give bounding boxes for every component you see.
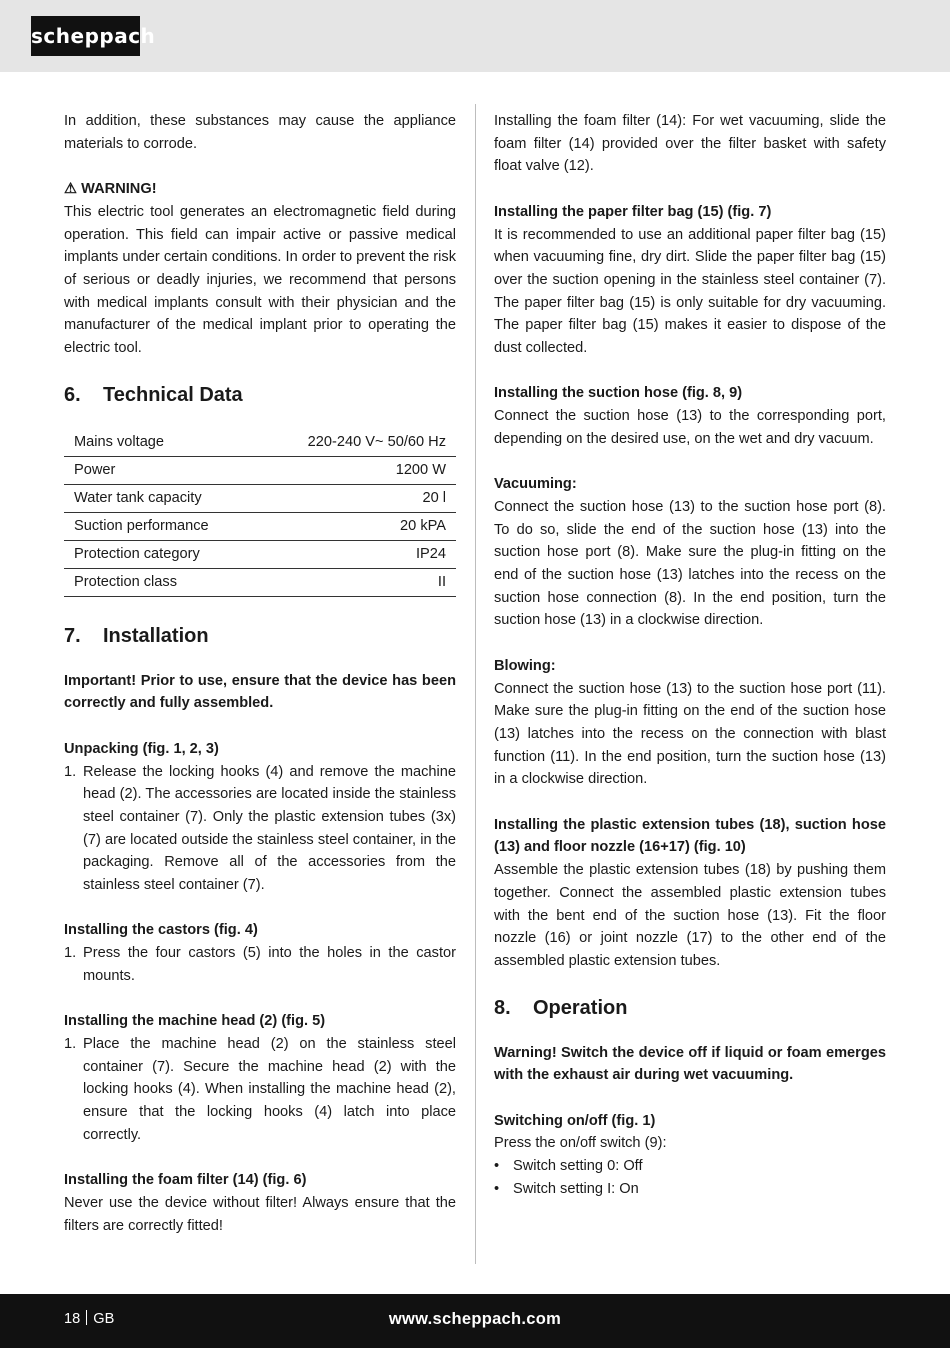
- page-footer: [0, 1294, 950, 1348]
- website-url: www.scheppach.com: [388, 1310, 562, 1328]
- list-item: [64, 1033, 456, 1147]
- subheading-switching: Switching on/off (fig. 1): [494, 1112, 656, 1129]
- foam-filter-paragraph: Never use the device without filter! Always ensure that the filters are correctly fitted!: [64, 1194, 456, 1234]
- list-item: [494, 1155, 886, 1178]
- section-number: 8.: [494, 996, 511, 1019]
- important-notice: Important! Prior to use, ensure that the device has been correctly and fully assembled.: [64, 672, 456, 712]
- page-header: [0, 0, 950, 72]
- subheading-blowing: Blowing:: [494, 657, 556, 674]
- section-title: Operation: [533, 996, 628, 1019]
- subheading-paper-filter: Installing the paper filter bag (15) (fig. 7): [494, 203, 772, 220]
- subheading-foam-filter: Installing the foam filter (14) (fig. 6): [64, 1172, 307, 1189]
- bullet-icon: •: [494, 1180, 500, 1197]
- intro-paragraph: In addition, these substances may cause the appliance materials to corrode.: [64, 113, 456, 152]
- step-text: Release the locking hooks (4) and remove the machine head (2). The accessories are located inside the stainless steel container (7). Only the plastic extension tubes (3x) (7) are located outside the stainless steel container, in the packaging. Remove all of the accessories from the stainless steel container (7).: [83, 763, 456, 894]
- table-row: [64, 540, 456, 568]
- extension-tubes-paragraph: Assemble the plastic extension tubes (18) by pushing them together. Connect the assembled plastic extension tubes with the bent end of the suction hose (13). Fit the floor nozzle (16) or joint nozzle (17) to the other end of the assembled plastic extension tubes.: [494, 862, 886, 969]
- unpacking-steps: [64, 761, 456, 897]
- spec-value: 220-240 V~ 50/60 Hz: [258, 429, 456, 457]
- subheading-extension-tubes: Installing the plastic extension tubes (18), suction hose (13) and floor nozzle (16+17) (fig. 10): [494, 816, 886, 856]
- table-row: [64, 429, 456, 457]
- section-number: 6.: [64, 383, 81, 406]
- warning-heading: [64, 178, 456, 201]
- column-divider: [475, 104, 476, 1264]
- section-title: Installation: [103, 624, 209, 647]
- paper-filter-paragraph: It is recommended to use an additional paper filter bag (15) when vacuuming fine, dry dirt. Slide the paper filter bag (15) over the suction opening in the stainless steel container (7). The paper filter bag (15) is only suitable for dry vacuuming. The paper filter bag (15) makes it easier to dispose of the dust collected.: [494, 226, 886, 357]
- step-text: Press the four castors (5) into the holes in the castor mounts.: [83, 945, 456, 984]
- step-text: Place the machine head (2) on the stainless steel container (7). Secure the machine head (2) with the locking hooks (4). When installing the machine head (2), ensure that the locking hooks (4) latch into place correctly.: [83, 1035, 456, 1143]
- suction-hose-paragraph: Connect the suction hose (13) to the corresponding port, depending on the desired use, on the wet and dry vacuum.: [494, 408, 886, 447]
- table-row: [64, 568, 456, 596]
- subheading-suction-hose: Installing the suction hose (fig. 8, 9): [494, 385, 743, 402]
- spec-value: 20 kPA: [258, 512, 456, 540]
- subheading-vacuuming: Vacuuming:: [494, 476, 577, 493]
- spec-label: Suction performance: [64, 512, 258, 540]
- section-number: 7.: [64, 624, 81, 647]
- blowing-paragraph: Connect the suction hose (13) to the suction hose port (11). Make sure the plug-in fitting on the end of the suction hose (13) latches into the recess on the connection with blast function (11). In the end position, turn the suction hose (13) in a clockwise direction.: [494, 680, 886, 788]
- section-heading-installation: [64, 622, 456, 650]
- spec-value: 20 l: [258, 484, 456, 512]
- table-row: [64, 456, 456, 484]
- warning-title: WARNING!: [81, 181, 157, 198]
- list-item: [64, 942, 456, 987]
- operation-warning: Warning! Switch the device off if liquid or foam emerges with the exhaust air during wet vacuuming.: [494, 1044, 886, 1084]
- castors-steps: [64, 942, 456, 987]
- spec-value: IP24: [258, 540, 456, 568]
- step-number: 1.: [64, 1035, 77, 1052]
- spec-label: Water tank capacity: [64, 484, 258, 512]
- page-number: 18: [64, 1311, 81, 1327]
- list-item-text: Switch setting 0: Off: [513, 1158, 643, 1175]
- warning-paragraph: This electric tool generates an electromagnetic field during operation. This field can impair active or passive medical implants under certain conditions. In order to prevent the risk of serious or deadly injuries, we recommend that persons with medical implants consult with their physician and the manufacturer of the medical implant prior to operating the electric tool.: [64, 203, 456, 357]
- subheading-castors: Installing the castors (fig. 4): [64, 922, 258, 939]
- spec-label: Mains voltage: [64, 429, 258, 457]
- switching-paragraph: Press the on/off switch (9):: [494, 1135, 667, 1152]
- language-code: GB: [93, 1311, 115, 1327]
- vacuuming-paragraph: Connect the suction hose (13) to the suction hose port (8). To do so, slide the end of the suction hose (13) into the suction hose port (8). Make sure the plug-in fitting on the end of the suction hose (13) latches into the recess on the suction hose connection (8). In the end position, turn the suction hose (13) in a clockwise direction.: [494, 498, 886, 629]
- section-title: Technical Data: [103, 383, 243, 406]
- bullet-icon: •: [494, 1158, 500, 1175]
- spec-value: 1200 W: [258, 456, 456, 484]
- spec-label: Power: [64, 456, 258, 484]
- list-item-text: Switch setting I: On: [513, 1180, 639, 1197]
- left-column: [64, 110, 456, 1237]
- warning-triangle-icon: ⚠: [64, 181, 78, 198]
- step-number: 1.: [64, 763, 77, 780]
- right-column: [494, 110, 886, 1201]
- spec-label: Protection class: [64, 568, 258, 596]
- foam-filter-install-paragraph: Installing the foam filter (14): For wet vacuuming, slide the foam filter (14) provided over the filter basket with safety float valve (12).: [494, 113, 886, 175]
- scheppach-logo: scheppach: [31, 16, 140, 56]
- section-heading-technical-data: [64, 381, 456, 409]
- section-heading-operation: [494, 994, 886, 1022]
- spec-value: II: [258, 568, 456, 596]
- switch-settings-list: [494, 1155, 886, 1200]
- list-item: [64, 761, 456, 897]
- subheading-unpacking: Unpacking (fig. 1, 2, 3): [64, 740, 219, 757]
- technical-data-table: [64, 429, 456, 597]
- subheading-machine-head: Installing the machine head (2) (fig. 5): [64, 1013, 326, 1030]
- table-row: [64, 512, 456, 540]
- machine-head-steps: [64, 1033, 456, 1147]
- step-number: 1.: [64, 945, 77, 962]
- list-item: [494, 1178, 886, 1201]
- table-row: [64, 484, 456, 512]
- spec-label: Protection category: [64, 540, 258, 568]
